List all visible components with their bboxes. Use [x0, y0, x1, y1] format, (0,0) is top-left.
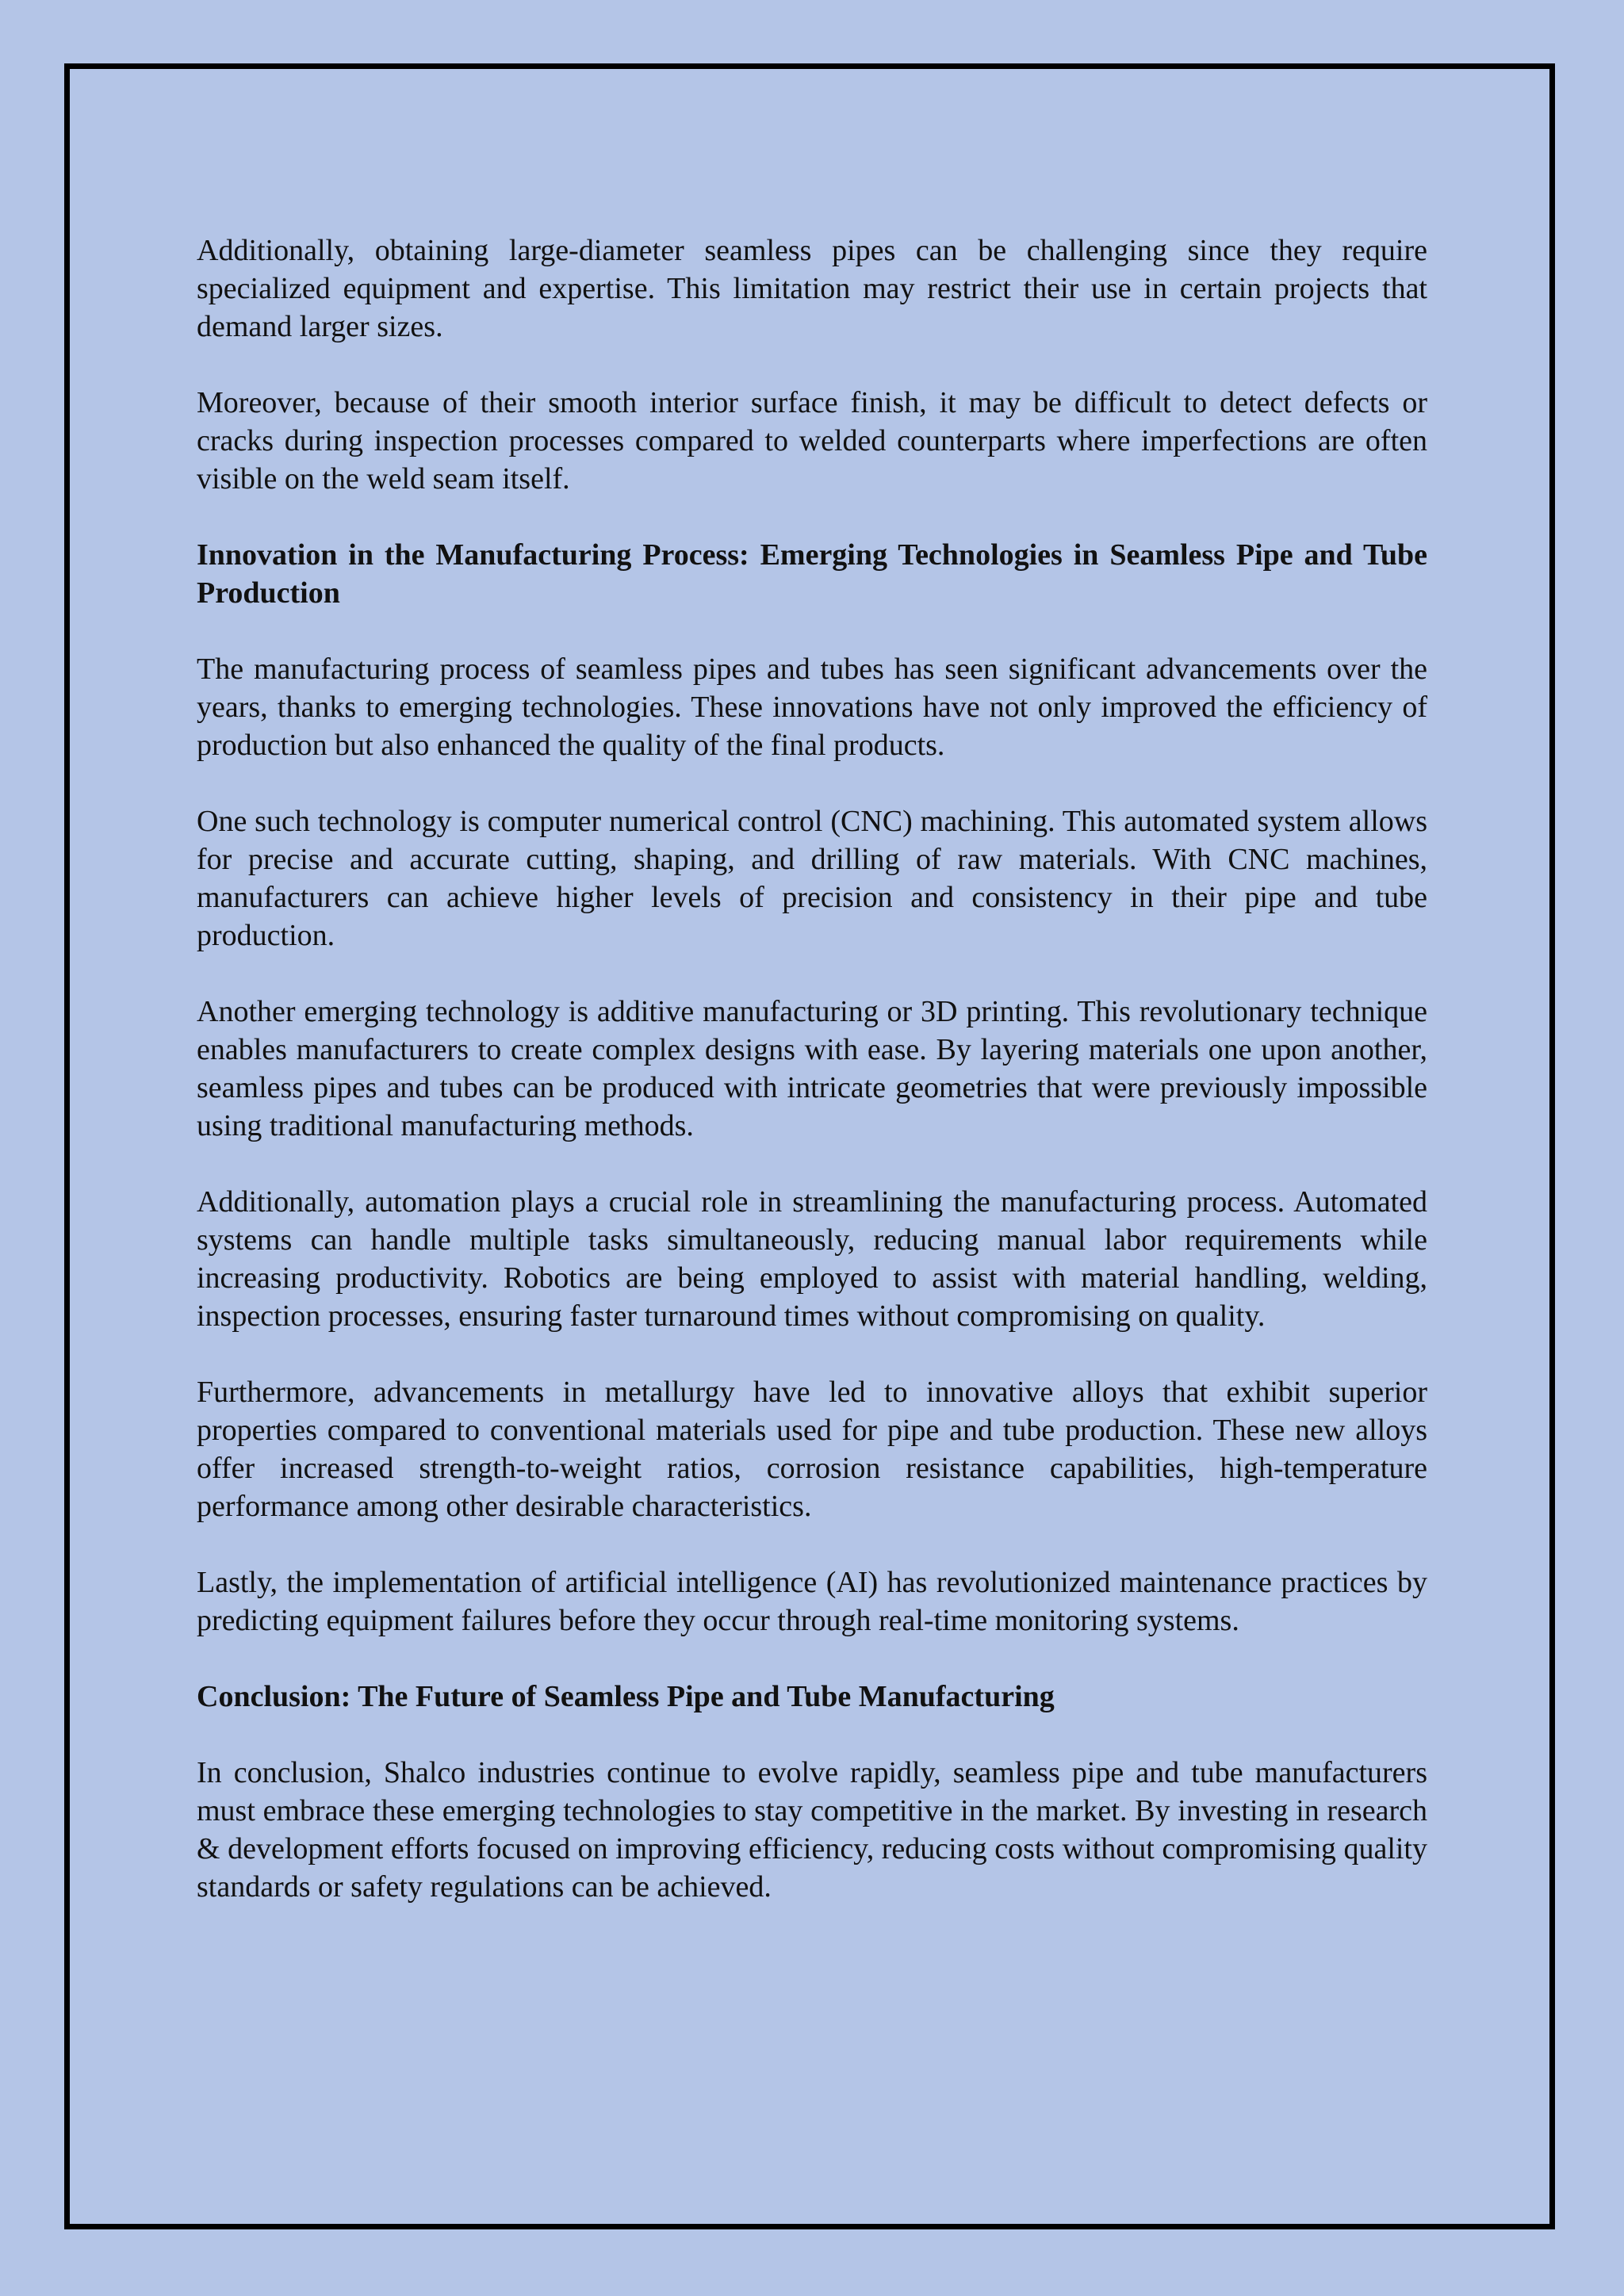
paragraph-large-diameter-limitation: Additionally, obtaining large-diameter seamless pipes can be challenging since they require specialized equipment and expertise. This limitation may restrict their use in certain projects that demand larger sizes.: [197, 234, 1427, 343]
paragraph-cnc-machining: One such technology is computer numerical control (CNC) machining. This automated system allows for precise and accurate cutting, shaping, and drilling of raw materials. With CNC machines, manufacturers can achieve higher levels of precision and consistency in their pipe and tube production.: [197, 805, 1427, 952]
paragraph-inspection-difficulty: Moreover, because of their smooth interior surface finish, it may be difficult to detect defects or cracks during inspection processes compared to welded counterparts where imperfections are often visible on the weld seam itself.: [197, 386, 1427, 496]
paragraph-artificial-intelligence: Lastly, the implementation of artificial intelligence (AI) has revolutionized maintenance practices by predicting equipment failures before they occur through real-time monitoring systems.: [197, 1566, 1427, 1637]
section-heading-conclusion: Conclusion: The Future of Seamless Pipe and Tube Manufacturing: [197, 1680, 1055, 1713]
paragraph-automation: Additionally, automation plays a crucial role in streamlining the manufacturing process. Automated systems can handle multiple tasks simultaneously, reducing manual labor requirements while increasing productivity. Robotics are being employed to assist with material handling, welding, inspection processes, ensuring faster turnaround times without compromising on quality.: [197, 1185, 1427, 1333]
paragraph-additive-manufacturing: Another emerging technology is additive manufacturing or 3D printing. This revolutionary technique enables manufacturers to create complex designs with ease. By layering materials one upon another, seamless pipes and tubes can be produced with intricate geometries that were previously impossible using traditional manufacturing methods.: [197, 995, 1427, 1142]
section-heading-innovation: Innovation in the Manufacturing Process: Emerging Technologies in Seamless Pipe and Tube Production: [197, 538, 1427, 610]
document-body: [197, 232, 1427, 1944]
paragraph-manufacturing-advancements: The manufacturing process of seamless pipes and tubes has seen significant advancements over the years, thanks to emerging technologies. These innovations have not only improved the efficiency of production but also enhanced the quality of the final products.: [197, 652, 1427, 762]
paragraph-metallurgy: Furthermore, advancements in metallurgy have led to innovative alloys that exhibit superior properties compared to conventional materials used for pipe and tube production. These new alloys offer increased strength-to-weight ratios, corrosion resistance capabilities, high-temperature performance among other desirable characteristics.: [197, 1376, 1427, 1523]
paragraph-conclusion: In conclusion, Shalco industries continue to evolve rapidly, seamless pipe and tube manufacturers must embrace these emerging technologies to stay competitive in the market. By investing in research & development efforts focused on improving efficiency, reducing costs without compromising quality standards or safety regulations can be achieved.: [197, 1756, 1427, 1904]
